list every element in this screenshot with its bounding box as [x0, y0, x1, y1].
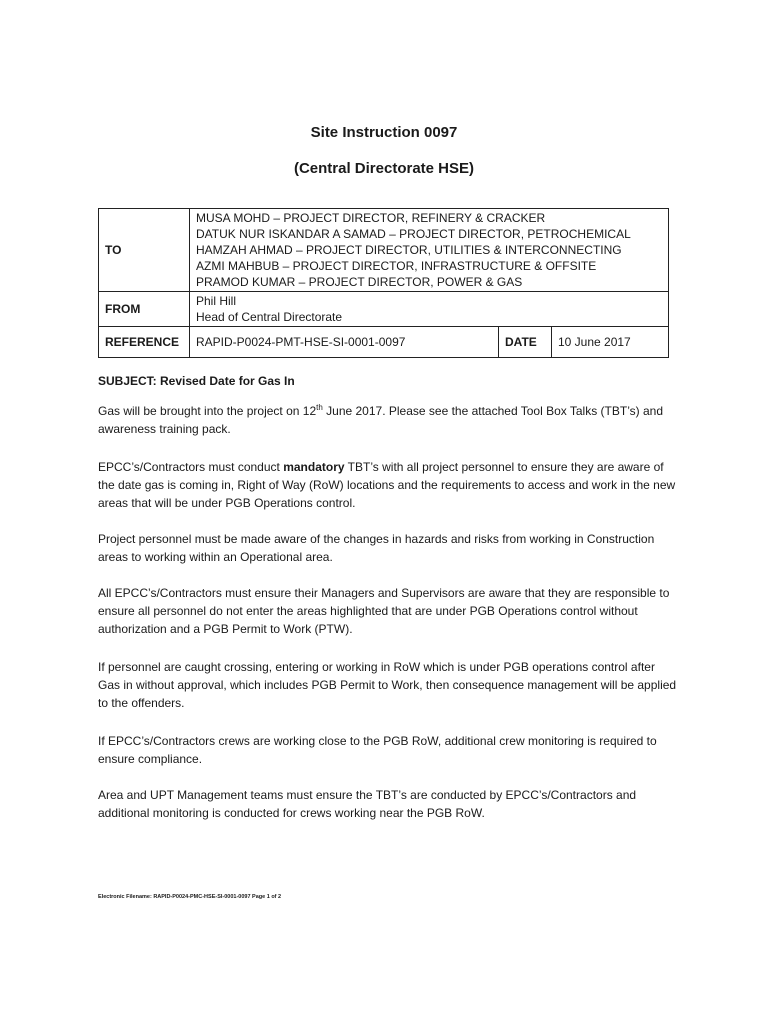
reference-row [99, 327, 669, 358]
recipient-line: HAMZAH AHMAD – PROJECT DIRECTOR, UTILITIES & INTERCONNECTING [196, 243, 622, 257]
paragraph-hazard-awareness: Project personnel must be made aware of the changes in hazards and risks from working in Construction areas to working within an Operational area. [98, 532, 655, 564]
recipient-line: MUSA MOHD – PROJECT DIRECTOR, REFINERY & CRACKER [196, 211, 546, 225]
sender-name: Phil Hill [196, 294, 237, 308]
recipient-line: PRAMOD KUMAR – PROJECT DIRECTOR, POWER & GAS [196, 275, 523, 289]
document-title: Site Instruction 0097 [310, 124, 458, 141]
paragraph-text: June 2017. Please see the attached Tool Box Talks (TBT’s) and awareness training pack. [98, 404, 664, 436]
recipient-line: DATUK NUR ISKANDAR A SAMAD – PROJECT DIRECTOR, PETROCHEMICAL [196, 227, 631, 241]
sender-title: Head of Central Directorate [196, 310, 343, 324]
recipient-line: AZMI MAHBUB – PROJECT DIRECTOR, INFRASTRUCTURE & OFFSITE [196, 259, 597, 273]
reference-value: RAPID-P0024-PMT-HSE-SI-0001-0097 [190, 327, 499, 358]
to-label: TO [99, 209, 190, 292]
paragraph-mandatory-tbt [98, 458, 680, 512]
header-table [98, 208, 669, 358]
to-recipients [190, 209, 669, 292]
from-row [99, 292, 669, 327]
subject-line: SUBJECT: Revised Date for Gas In [98, 374, 295, 388]
emphasis-mandatory: mandatory [283, 460, 345, 474]
footer-filename: Electronic Filename: RAPID-P0024-PMC-HSE-SI-0001-0097 Page 1 of 2 [98, 894, 282, 900]
paragraph-management-teams: Area and UPT Management teams must ensure the TBT’s are conducted by EPCC’s/Contractors and additional monitoring is conducted for crews working near the PGB RoW. [98, 788, 637, 820]
to-row [99, 209, 669, 292]
paragraph-consequence-management: If personnel are caught crossing, entering or working in RoW which is under PGB operations control after Gas in without approval, which includes PGB Permit to Work, then consequence management will be applied to the offenders. [98, 660, 677, 710]
document-subtitle: (Central Directorate HSE) [293, 160, 475, 177]
date-value: 10 June 2017 [552, 327, 669, 358]
ordinal-suffix: th [316, 403, 323, 412]
reference-label: REFERENCE [99, 327, 190, 358]
paragraph-text: TBT’s with all project personnel to ensure they are aware of the date gas is coming in, Right of Way (RoW) locations and the requirements to access and work in the new areas that will be under PGB Operations control. [98, 460, 676, 510]
paragraph-gas-date [98, 402, 680, 438]
date-label: DATE [499, 327, 552, 358]
paragraph-text: Gas will be brought into the project on 12 [98, 404, 317, 418]
paragraph-crew-monitoring: If EPCC’s/Contractors crews are working close to the PGB RoW, additional crew monitoring is required to ensure compliance. [98, 734, 657, 766]
paragraph-text: EPCC’s/Contractors must conduct [98, 460, 284, 474]
from-label: FROM [99, 292, 190, 327]
from-sender [190, 292, 669, 327]
paragraph-supervisor-responsibility: All EPCC’s/Contractors must ensure their Managers and Supervisors are aware that they are responsible to ensure all personnel do not enter the areas highlighted that are under PGB Operations control without authorization and a PGB Permit to Work (PTW). [98, 586, 670, 636]
